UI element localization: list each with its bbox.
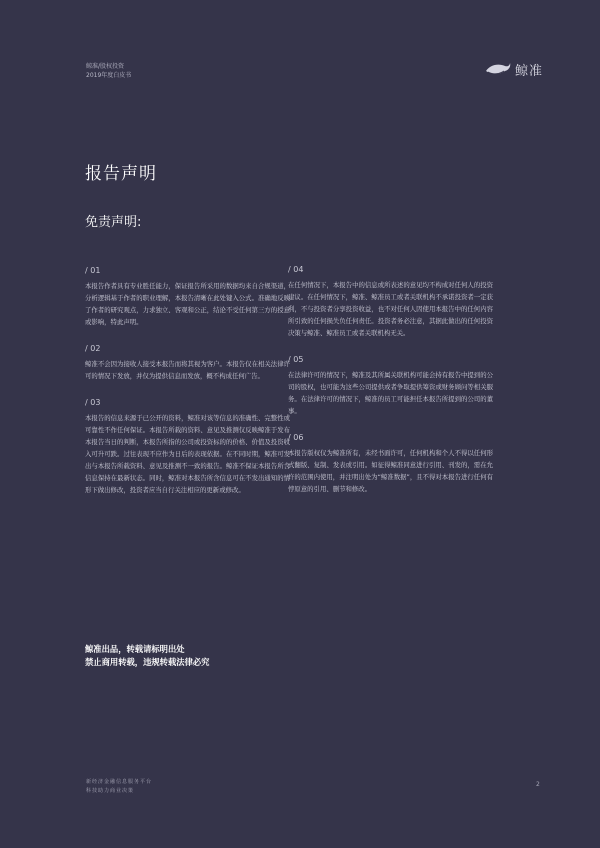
disclaimer-section bbox=[85, 344, 290, 382]
section-number: / 04 bbox=[288, 265, 304, 274]
right-column bbox=[288, 265, 493, 511]
section-text: 鲸准不会因为接收人接受本报告而将其视为客户。本报告仅在相关法律许可的情况下发放，并仅为提供信息而发放，概不构成任何广告。 bbox=[85, 360, 290, 380]
section-number: / 03 bbox=[85, 398, 101, 407]
page-title: 报告声明 bbox=[85, 164, 157, 184]
section-number: / 01 bbox=[85, 266, 101, 275]
copyright-note bbox=[85, 643, 209, 669]
page-subtitle: 免责声明: bbox=[85, 215, 142, 230]
copyright-line-2: 禁止商用转载，违规转载法律必究 bbox=[85, 657, 210, 667]
disclaimer-section bbox=[288, 265, 493, 339]
copyright-line-1: 鲸准出品，转载请标明出处 bbox=[85, 644, 185, 654]
left-column bbox=[85, 266, 290, 512]
whale-logo-icon bbox=[485, 62, 511, 78]
section-text: 在任何情况下，本报告中的信息或所表述的意见均不构成对任何人的投资建议。在任何情况下，鲸准、鲸准员工或者关联机构不承诺投资者一定获利，不与投资者分享投资收益，也不对任何人因使用本报告中的任何内容所引致的任何损失负任何责任。投资者务必注意，其据此做出的任何投资决策与鲸准、鲸准员工或者关联机构无关。 bbox=[288, 281, 493, 337]
section-number: / 02 bbox=[85, 344, 101, 353]
section-text: 本报告版权仅为鲸准所有，未经书面许可，任何机构和个人不得以任何形式翻版、复制、发表或引用。如征得鲸准同意进行引用、刊发的，需在允许的范围内使用，并注明出处为“鲸准数据”，且不得对本报告进行任何有悖原意的引用、删节和修改。 bbox=[288, 449, 493, 493]
section-number: / 06 bbox=[288, 433, 304, 442]
section-number: / 05 bbox=[288, 355, 304, 364]
brand-logo bbox=[485, 60, 543, 79]
disclaimer-section bbox=[288, 433, 493, 495]
logo-text: 鲸准 bbox=[515, 64, 544, 79]
section-text: 本报告作者具有专业胜任能力，保证报告所采用的数据均来自合规渠道，分析逻辑基于作者的职业理解，本报告清晰在此处键入公式。准确地反映了作者的研究观点，力求独立、客观和公正，结论不受任何第三方的授意或影响，特此声明。 bbox=[85, 282, 290, 326]
header-line-2: 2019年度白皮书 bbox=[86, 72, 132, 79]
tagline-line-2: 科技助力商业决策 bbox=[86, 788, 135, 794]
disclaimer-section bbox=[85, 398, 290, 496]
disclaimer-section bbox=[85, 266, 290, 328]
header-line-1: 鲸准/股权投资 bbox=[86, 63, 125, 70]
header-meta bbox=[86, 62, 131, 80]
disclaimer-section bbox=[288, 355, 493, 417]
section-text: 本报告的信息来源于已公开的资料，鲸准对该等信息的准确性、完整性或可靠性不作任何保证。本报告所载的资料、意见及推测仅反映鲸准于发布本报告当日的判断，本报告所指的公司或投资标的的价格、价值及投资收入可升可跌。过往表现不应作为日后的表现依据。在不同时期，鲸准可发出与本报告所载资料、意见及推测不一致的报告。鲸准不保证本报告所含信息保持在最新状态。同时，鲸准对本报告所含信息可在不发出通知的情形下做出修改，投资者应当自行关注相应的更新或修改。 bbox=[85, 414, 290, 494]
page-number: 2 bbox=[536, 781, 540, 788]
tagline-line-1: 新经济金融信息服务平台 bbox=[86, 779, 153, 785]
section-text: 在法律许可的情况下，鲸准及其所属关联机构可能会持有报告中提到的公司的股权，也可能为这些公司提供或者争取提供筹资或财务顾问等相关服务。在法律许可的情况下，鲸准的员工可能担任本报告所提到的公司的董事。 bbox=[288, 371, 493, 415]
footer-tagline bbox=[86, 778, 152, 796]
